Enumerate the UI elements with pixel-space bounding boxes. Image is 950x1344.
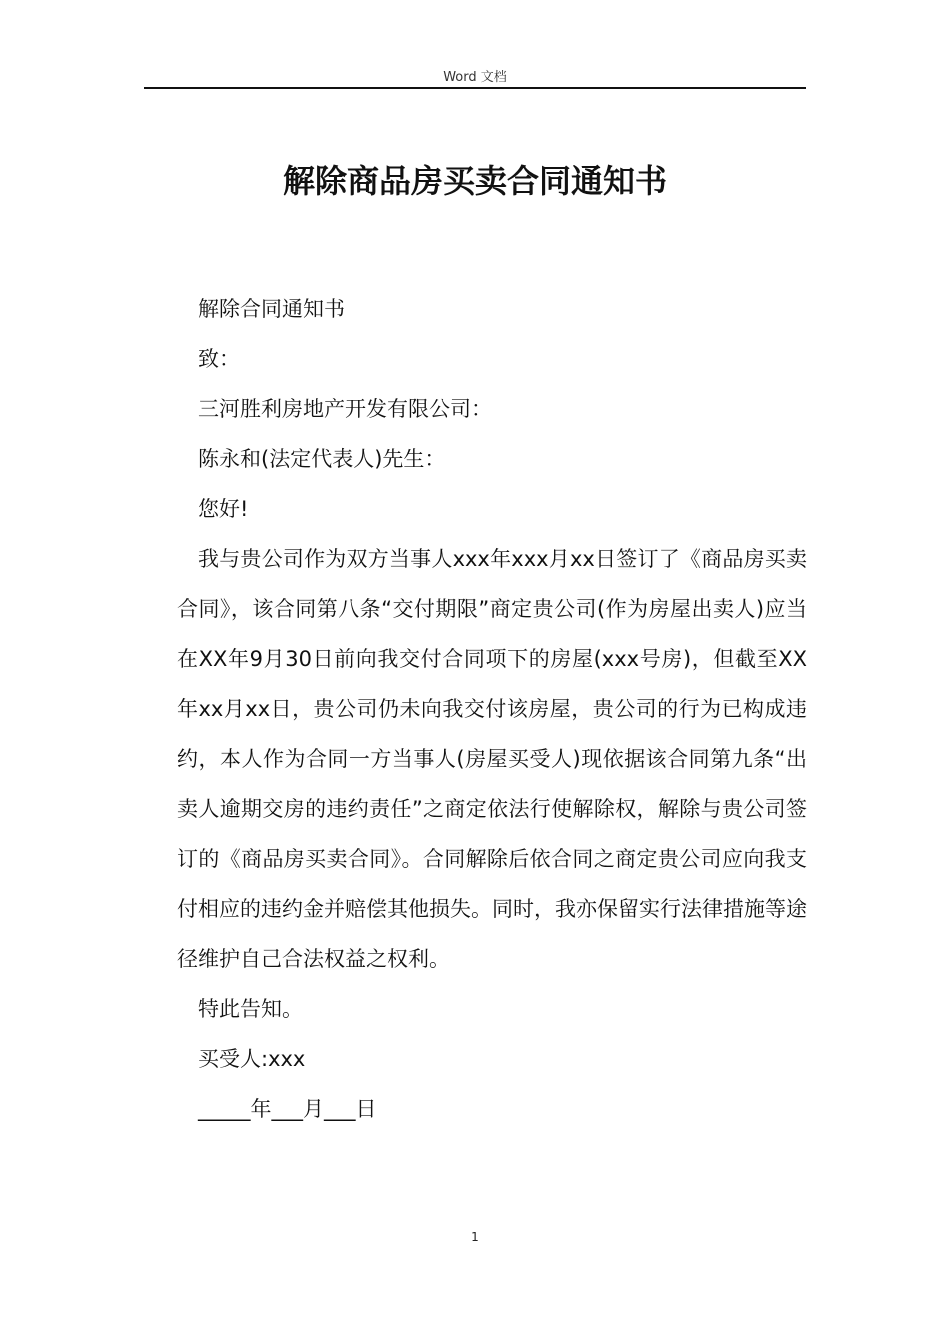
greeting: 您好! — [198, 497, 249, 521]
recipient-company: 三河胜利房地产开发有限公司： — [198, 397, 492, 421]
page-number: 1 — [471, 1230, 479, 1244]
header-label: Word 文档 — [443, 70, 507, 85]
date-line: _____年___月___日 — [198, 1097, 377, 1121]
document-body — [177, 284, 807, 1134]
buyer-signature: 买受人:xxx — [198, 1047, 306, 1071]
closing-notice: 特此告知。 — [198, 997, 303, 1021]
header-divider — [144, 87, 806, 89]
document-title: 解除商品房买卖合同通知书 — [282, 162, 667, 200]
salutation-to: 致： — [198, 347, 240, 371]
main-paragraph: 我与贵公司作为双方当事人xxx年xxx月xx日签订了《商品房买卖合同》，该合同第八条“交付期限”商定贵公司(作为房屋出卖人)应当在XX年9月30日前向我交付合同项下的房屋(xxx号房)，但截至XX年xx月xx日，贵公司仍未向我交付该房屋，贵公司的行为已构成违约，本人作为合同一方当事人(房屋买受人)现依据该合同第九条“出卖人逾期交房的违约责任”之商定依法行使解除权，解除与贵公司签订的《商品房买卖合同》。合同解除后依合同之商定贵公司应向我支付相应的违约金并赔偿其他损失。同时，我亦保留实行法律措施等途径维护自己合法权益之权利。 — [177, 547, 807, 971]
recipient-person: 陈永和(法定代表人)先生： — [198, 447, 446, 471]
subtitle-line: 解除合同通知书 — [198, 297, 345, 321]
